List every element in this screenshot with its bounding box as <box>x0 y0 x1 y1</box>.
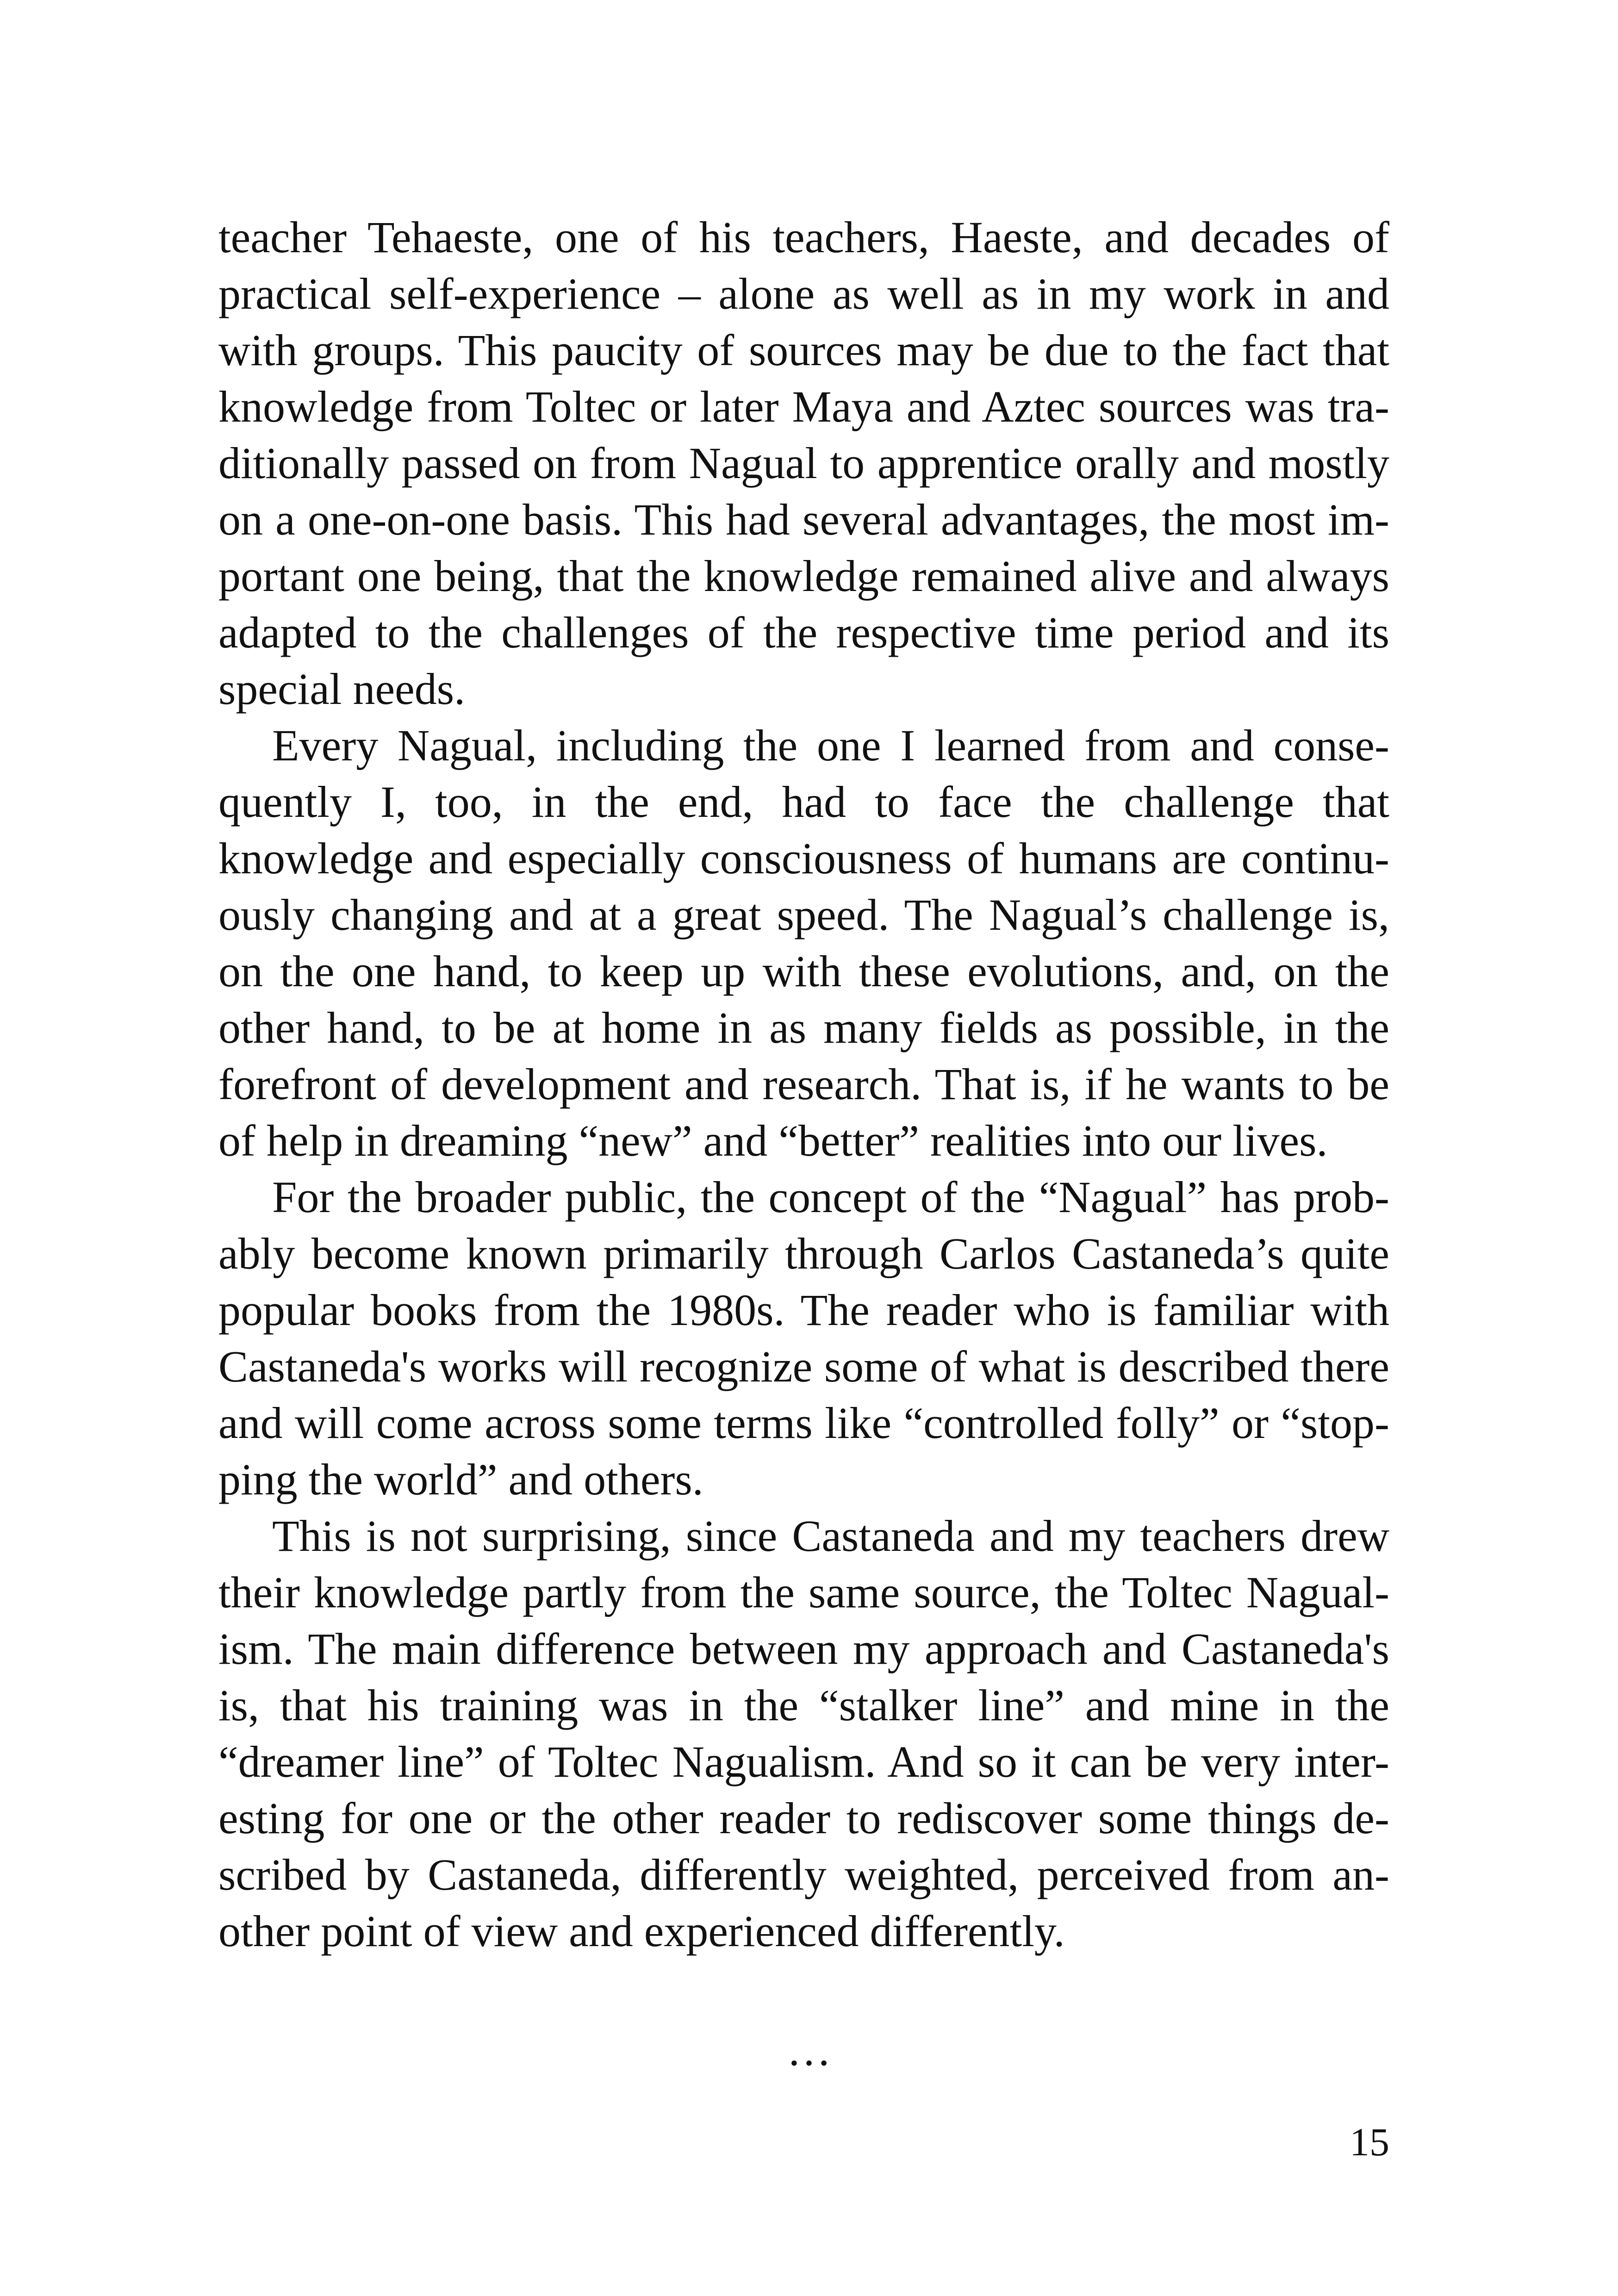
text-line: Every Nagual, including the one I learned from and conse- <box>272 721 1389 770</box>
text-line: ously changing and at a great speed. The Nagual’s challenge is, <box>218 890 1389 940</box>
paragraph <box>218 717 1389 1169</box>
body-text <box>218 209 1389 1960</box>
text-line: ism. The main difference between my approach and Castaneda's <box>218 1624 1389 1674</box>
text-line: portant one being, that the knowledge remained alive and always <box>218 551 1389 601</box>
text-line: practical self-experience – alone as well as in my work in and <box>218 269 1389 318</box>
text-line: other hand, to be at home in as many fields as possible, in the <box>218 1003 1389 1052</box>
text-line: For the broader public, the concept of the “Nagual” has prob- <box>272 1172 1389 1222</box>
text-line: other point of view and experienced differently. <box>218 1906 1065 1956</box>
text-line: their knowledge partly from the same source, the Toltec Nagual- <box>218 1568 1389 1617</box>
text-line: Castaneda's works will recognize some of what is described there <box>218 1342 1389 1391</box>
text-line: of help in dreaming “new” and “better” realities into our lives. <box>218 1116 1328 1165</box>
paragraph <box>218 209 1389 717</box>
text-line: special needs. <box>218 664 466 714</box>
text-line: ping the world” and others. <box>218 1455 703 1504</box>
text-line: teacher Tehaeste, one of his teachers, Haeste, and decades of <box>218 212 1389 262</box>
text-line: esting for one or the other reader to rediscover some things de- <box>218 1793 1389 1843</box>
text-line: on the one hand, to keep up with these evolutions, and, on the <box>218 946 1389 996</box>
text-line: is, that his training was in the “stalker line” and mine in the <box>218 1680 1389 1730</box>
text-line: with groups. This paucity of sources may be due to the fact that <box>218 325 1389 375</box>
paragraph <box>218 1508 1389 1960</box>
text-line: and will come across some terms like “controlled folly” or “stop- <box>218 1398 1389 1448</box>
text-line: knowledge and especially consciousness of humans are continu- <box>218 834 1389 883</box>
text-line: scribed by Castaneda, differently weighted, perceived from an- <box>218 1850 1389 1899</box>
text-line: knowledge from Toltec or later Maya and Aztec sources was tra- <box>218 382 1389 431</box>
text-line: This is not surprising, since Castaneda and my teachers drew <box>272 1511 1389 1561</box>
text-line: ably become known primarily through Carlos Castaneda’s quite <box>218 1229 1389 1278</box>
page-number: 15 <box>1350 2120 1389 2164</box>
text-line: popular books from the 1980s. The reader who is familiar with <box>218 1285 1389 1335</box>
text-line: adapted to the challenges of the respective time period and its <box>218 608 1389 657</box>
text-line: quently I, too, in the end, had to face the challenge that <box>218 777 1389 827</box>
text-line: forefront of development and research. That is, if he wants to be <box>218 1059 1389 1109</box>
text-line: “dreamer line” of Toltec Nagualism. And so it can be very inter- <box>218 1737 1389 1786</box>
text-line: ditionally passed on from Nagual to apprentice orally and mostly <box>218 438 1389 488</box>
paragraph <box>218 1169 1389 1508</box>
text-line: on a one-on-one basis. This had several advantages, the most im- <box>218 495 1389 544</box>
section-break-ellipsis: … <box>787 2025 831 2075</box>
